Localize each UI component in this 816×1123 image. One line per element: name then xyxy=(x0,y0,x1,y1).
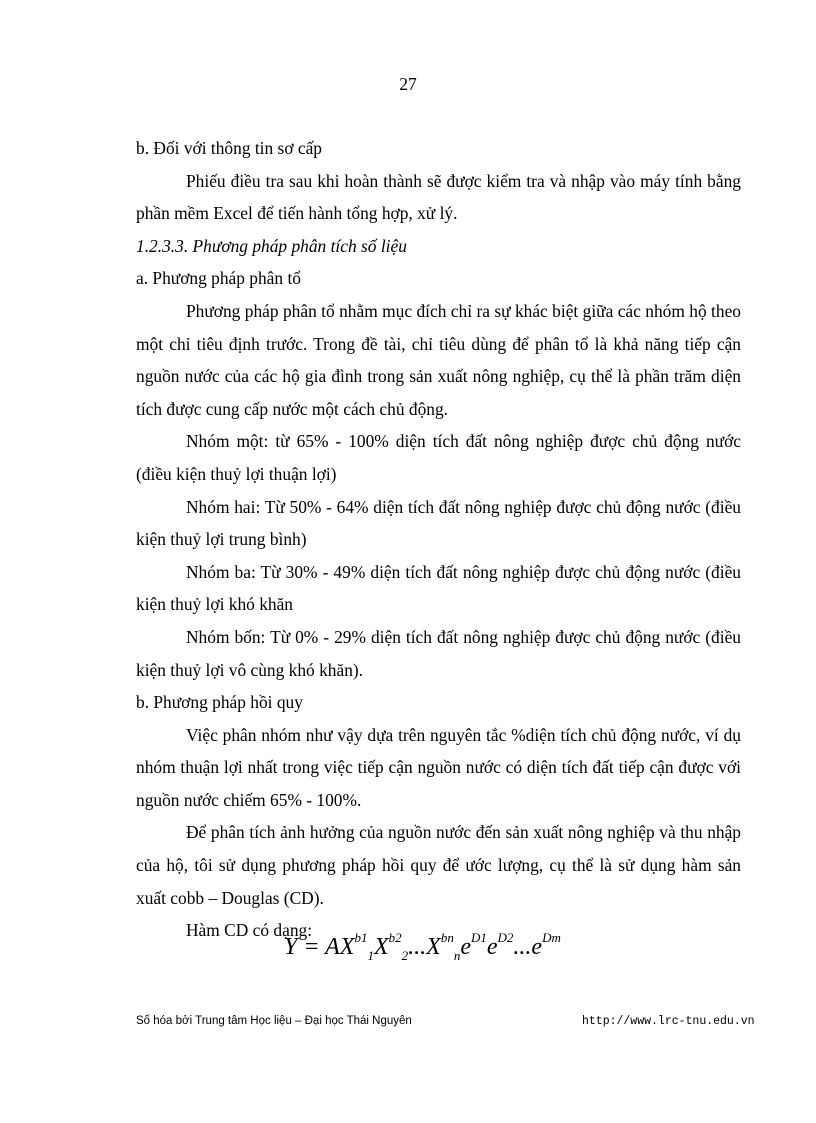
formula-sup-b1: b1 xyxy=(354,930,368,945)
paragraph-group-four: Nhóm bốn: Từ 0% - 29% diện tích đất nông nghiệp được chủ động nước (điều kiện thuỷ lợi vô cùng khó khăn). xyxy=(136,626,741,680)
formula-sup-d2: D2 xyxy=(497,930,514,945)
formula-sup-d1: D1 xyxy=(470,930,487,945)
paragraph-grouping: Phương pháp phân tổ nhằm mục đích chỉ ra sự khác biệt giữa các nhóm hộ theo một chỉ tiêu định trước. Trong đề tài, chỉ tiêu dùng để phân tổ là khả năng tiếp cận nguồn nước của các hộ gia đình trong sản xuất nông nghiệp, cụ thể là phần trăm diện tích được cung cấp nước một cách chủ động. xyxy=(136,300,741,419)
paragraph-survey: Phiếu điều tra sau khi hoàn thành sẽ được kiểm tra và nhập vào máy tính bằng phần mềm Excel để tiến hành tổng hợp, xử lý. xyxy=(136,170,741,224)
formula-e2: e xyxy=(486,934,498,960)
document-body xyxy=(136,132,741,947)
formula-sub-1: 1 xyxy=(367,948,374,963)
paragraph-group-one: Nhóm một: từ 65% - 100% diện tích đất nông nghiệp được chủ động nước (điều kiện thuỷ lợi thuận lợi) xyxy=(136,431,741,484)
footer-source: Số hóa bởi Trung tâm Học liệu – Đại học Thái Nguyên xyxy=(136,1015,412,1027)
paragraph-grouping-principle: Việc phân nhóm như vậy dựa trên nguyên tắc %diện tích chủ động nước, ví dụ nhóm thuận lợi nhất trong việc tiếp cận nguồn nước có diện tích đất tiếp cận được với nguồn nước chiếm 65% - 100%. xyxy=(136,724,741,810)
paragraph-regression: Để phân tích ảnh hưởng của nguồn nước đến sản xuất nông nghiệp và thu nhập của hộ, tôi sử dụng phương pháp hồi quy để ước lượng, cụ thể là sử dụng hàm sản xuất cobb – Douglas (CD). xyxy=(136,822,741,908)
formula-x1: X xyxy=(339,934,355,960)
formula-sup-dm: Dm xyxy=(542,930,561,945)
formula-dots-2: ... xyxy=(513,934,532,960)
formula-em: e xyxy=(531,934,543,960)
formula-equals: = xyxy=(297,934,326,960)
subheading-primary-info: b. Đối với thông tin sơ cấp xyxy=(136,138,323,158)
subheading-regression-method: b. Phương pháp hồi quy xyxy=(136,692,303,713)
page-number: 27 xyxy=(399,74,417,94)
formula-a: A xyxy=(325,934,340,960)
formula-y: Y xyxy=(284,934,298,960)
formula-x2: X xyxy=(373,934,389,960)
formula-xn: X xyxy=(426,934,441,960)
paragraph-group-two: Nhóm hai: Từ 50% - 64% diện tích đất nông nghiệp được chủ động nước (điều kiện thuỷ lợi trung bình) xyxy=(136,496,741,550)
formula-e1: e xyxy=(460,934,471,960)
formula-sup-bn: bn xyxy=(440,930,454,945)
subheading-grouping-method: a. Phương pháp phân tổ xyxy=(136,268,301,289)
paragraph-group-three: Nhóm ba: Từ 30% - 49% diện tích đất nông nghiệp được chủ động nước (điều kiện thuỷ lợi khó khăn xyxy=(136,561,741,615)
formula-sub-2: 2 xyxy=(401,948,409,963)
section-heading-analysis: 1.2.3.3. Phương pháp phân tích số liệu xyxy=(136,235,407,256)
paragraph-cd-form: Hàm CD có dạng: xyxy=(186,920,313,941)
formula-dots-1: ... xyxy=(408,934,427,960)
formula-sub-n: n xyxy=(453,948,461,963)
cobb-douglas-formula xyxy=(284,930,561,974)
footer-url[interactable]: http://www.lrc-tnu.edu.vn xyxy=(582,1015,755,1028)
formula-sup-b2: b2 xyxy=(388,930,402,945)
